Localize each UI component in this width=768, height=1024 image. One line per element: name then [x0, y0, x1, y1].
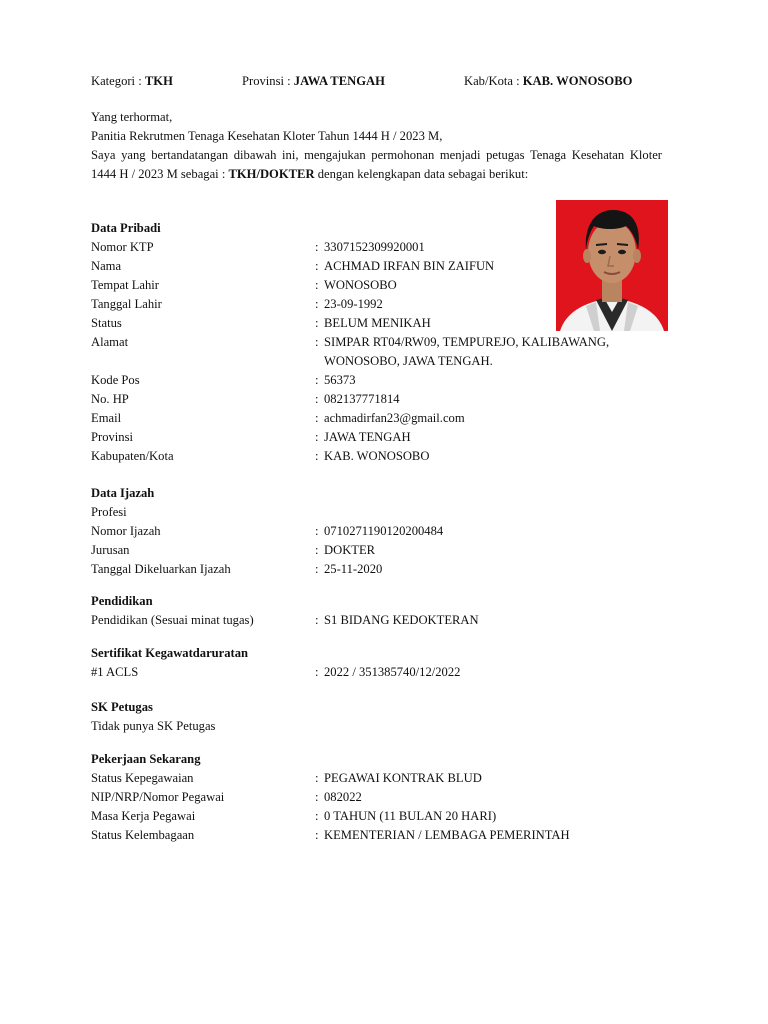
field-value: KAB. WONOSOBO — [324, 449, 430, 463]
field-value: 23-09-1992 — [324, 297, 383, 311]
field-row — [91, 238, 691, 257]
field-separator: : — [315, 278, 319, 292]
field-row — [91, 826, 691, 845]
field-separator: : — [315, 828, 319, 842]
data-pribadi-section — [91, 219, 691, 466]
email-value: achmadirfan23@gmail.com — [324, 411, 465, 425]
field-value: KEMENTERIAN / LEMBAGA PEMERINTAH — [324, 828, 570, 842]
field-value: 0710271190120200484 — [324, 524, 444, 538]
field-value: JAWA TENGAH — [324, 430, 411, 444]
field-row — [91, 371, 691, 390]
section-title: Data Pribadi — [91, 221, 161, 235]
field-label: #1 ACLS — [91, 665, 139, 679]
field-row — [91, 333, 691, 371]
field-label: Kode Pos — [91, 373, 140, 387]
section-title: Pekerjaan Sekarang — [91, 752, 201, 766]
field-row — [91, 295, 691, 314]
field-value: 082137771814 — [324, 392, 400, 406]
profesi-label: Profesi — [91, 505, 127, 519]
field-separator: : — [315, 411, 319, 425]
field-separator: : — [315, 543, 319, 557]
field-separator: : — [315, 809, 319, 823]
field-row — [91, 807, 691, 826]
field-label: Nomor Ijazah — [91, 524, 161, 538]
field-separator: : — [315, 392, 319, 406]
field-value: S1 BIDANG KEDOKTERAN — [324, 613, 479, 627]
pekerjaan-section — [91, 750, 691, 845]
sk-petugas-text: Tidak punya SK Petugas — [91, 719, 216, 733]
field-separator: : — [315, 373, 319, 387]
field-separator: : — [315, 524, 319, 538]
field-label: Email — [91, 411, 122, 425]
kategori-field: Kategori : TKH — [91, 74, 173, 88]
field-row — [91, 428, 691, 447]
field-row — [91, 390, 691, 409]
field-label: Status Kelembagaan — [91, 828, 195, 842]
field-value: 2022 / 351385740/12/2022 — [324, 665, 461, 679]
field-label: Kabupaten/Kota — [91, 449, 174, 463]
recipient: Panitia Rekrutmen Tenaga Kesehatan Kloter Tahun 1444 H / 2023 M, — [91, 129, 443, 143]
field-label: Nomor KTP — [91, 240, 154, 254]
field-separator: : — [315, 430, 319, 444]
field-row — [91, 409, 691, 428]
form-header — [91, 74, 671, 92]
field-row — [91, 257, 691, 276]
field-label: Masa Kerja Pegawai — [91, 809, 196, 823]
field-value: BELUM MENIKAH — [324, 316, 431, 330]
field-label: Tempat Lahir — [91, 278, 160, 292]
field-separator: : — [315, 665, 319, 679]
field-value: 25-11-2020 — [324, 562, 383, 576]
field-value: WONOSOBO — [324, 278, 397, 292]
field-row — [91, 611, 691, 630]
section-title: Pendidikan — [91, 594, 153, 608]
field-row — [91, 788, 691, 807]
field-separator: : — [315, 316, 319, 330]
kabkota-value: KAB. WONOSOBO — [522, 74, 633, 88]
section-title: Data Ijazah — [91, 486, 155, 500]
field-row — [91, 314, 691, 333]
field-separator: : — [315, 613, 319, 627]
field-value: 56373 — [324, 373, 356, 387]
field-separator: : — [315, 562, 319, 576]
provinsi-value: JAWA TENGAH — [293, 74, 385, 88]
field-value: 0 TAHUN (11 BULAN 20 HARI) — [324, 809, 497, 823]
field-separator: : — [315, 240, 319, 254]
field-row — [91, 663, 691, 682]
kategori-value: TKH — [144, 74, 173, 88]
field-label: NIP/NRP/Nomor Pegawai — [91, 790, 225, 804]
field-row — [91, 276, 691, 295]
data-ijazah-section — [91, 484, 691, 579]
field-separator: : — [315, 335, 319, 349]
field-value: DOKTER — [324, 543, 376, 557]
field-separator: : — [315, 771, 319, 785]
field-value: SIMPAR RT04/RW09, TEMPUREJO, KALIBAWANG, WONOSOBO, JAWA TENGAH. — [324, 335, 610, 368]
pendidikan-section — [91, 592, 691, 630]
field-row — [91, 522, 691, 541]
field-label: Tanggal Lahir — [91, 297, 162, 311]
intro-body: Saya yang bertandatangan dibawah ini, mengajukan permohonan menjadi petugas Tenaga Kesehatan Kloter 1444 H / 2023 M sebagai : TKH/DOKTER dengan kelengkapan data sebagai berikut: — [91, 148, 662, 181]
field-label: Tanggal Dikeluarkan Ijazah — [91, 562, 231, 576]
field-value: 3307152309920001 — [324, 240, 425, 254]
sk-petugas-section — [91, 698, 691, 736]
field-label: Nama — [91, 259, 122, 273]
field-label: Status Kepegawaian — [91, 771, 194, 785]
field-value: ACHMAD IRFAN BIN ZAIFUN — [324, 259, 495, 273]
field-label: Provinsi — [91, 430, 133, 444]
field-label: No. HP — [91, 392, 129, 406]
field-separator: : — [315, 790, 319, 804]
field-row — [91, 560, 691, 579]
field-value: PEGAWAI KONTRAK BLUD — [324, 771, 482, 785]
field-label: Alamat — [91, 335, 129, 349]
field-label: Pendidikan (Sesuai minat tugas) — [91, 613, 254, 627]
field-separator: : — [315, 259, 319, 273]
field-value: 082022 — [324, 790, 362, 804]
salutation: Yang terhormat, — [91, 110, 173, 124]
field-separator: : — [315, 297, 319, 311]
intro-letter — [91, 108, 662, 184]
section-title: Sertifikat Kegawatdaruratan — [91, 646, 249, 660]
field-row — [91, 769, 691, 788]
field-row — [91, 541, 691, 560]
sertifikat-section — [91, 644, 691, 682]
field-row — [91, 447, 691, 466]
field-separator: : — [315, 449, 319, 463]
position-applied: TKH/DOKTER — [228, 167, 315, 181]
kabkota-field: Kab/Kota : KAB. WONOSOBO — [464, 74, 633, 88]
provinsi-field: Provinsi : JAWA TENGAH — [242, 74, 385, 88]
field-label: Jurusan — [91, 543, 130, 557]
field-label: Status — [91, 316, 122, 330]
section-title: SK Petugas — [91, 700, 153, 714]
